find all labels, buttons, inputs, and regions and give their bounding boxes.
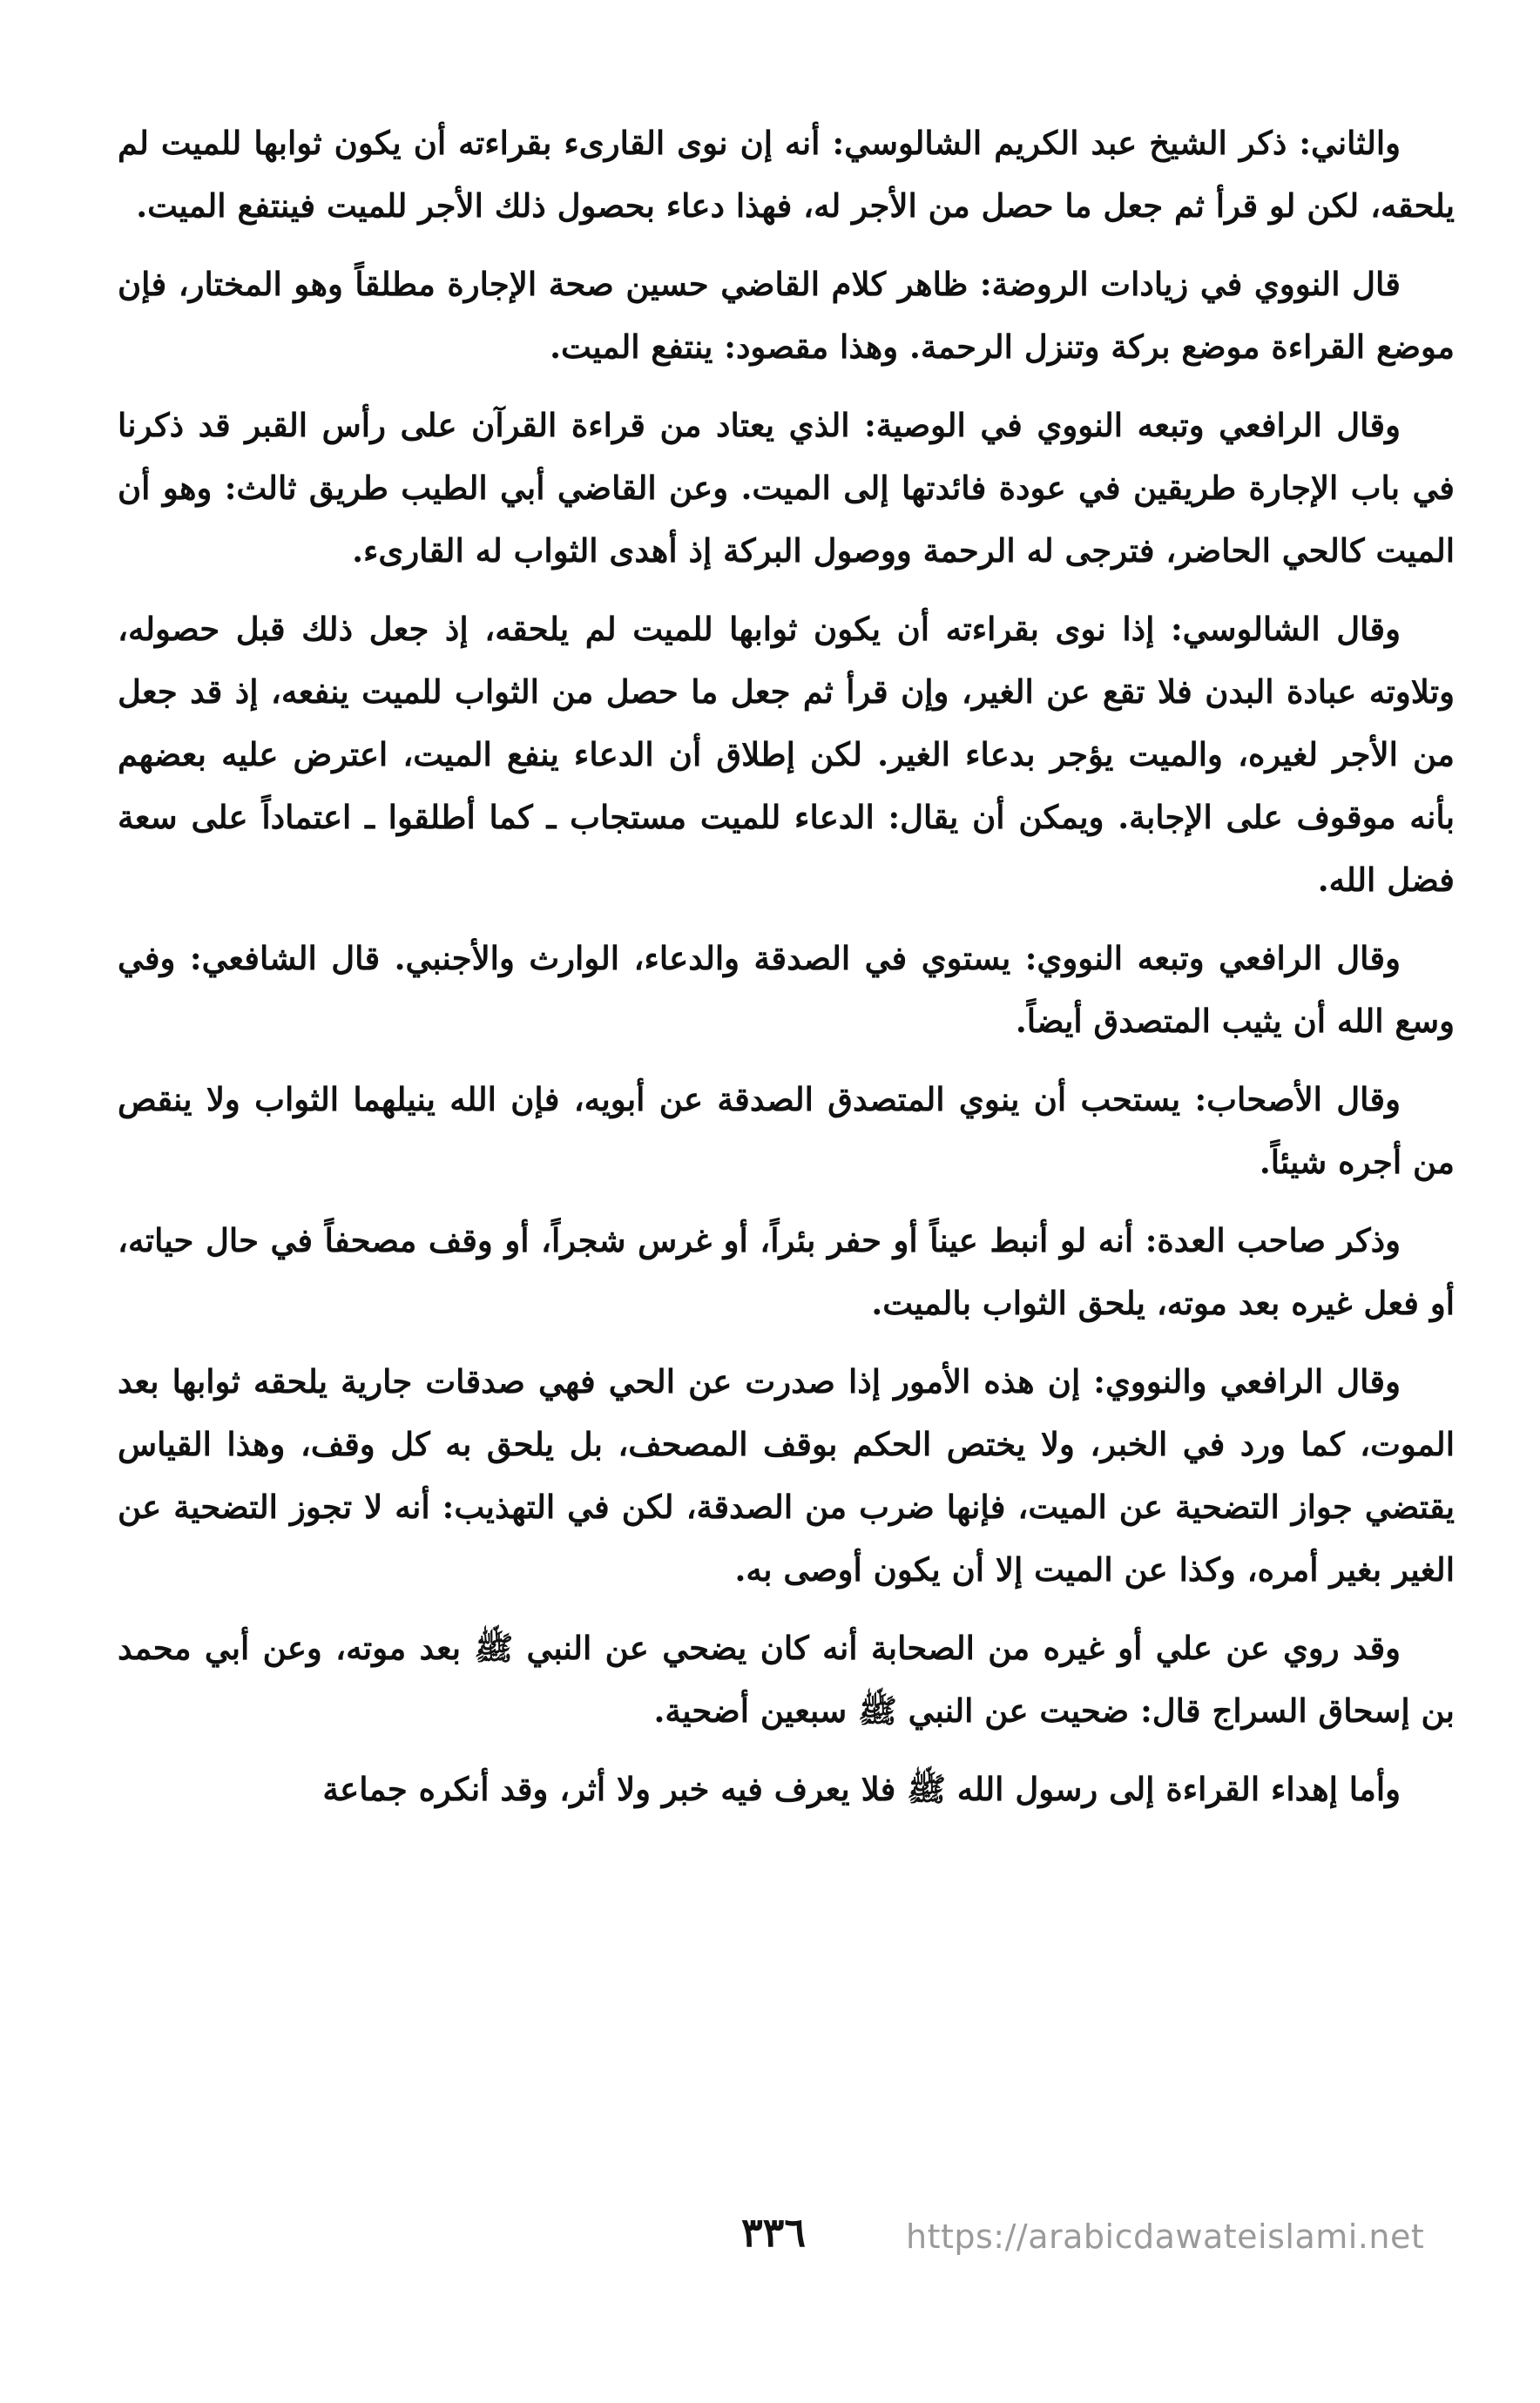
paragraph-2: قال النووي في زيادات الروضة: ظاهر كلام القاضي حسين صحة الإجارة مطلقاً وهو المختار، فإن موضع القراءة موضع بركة وتنزل الرحمة. وهذا مقصود: ينتفع الميت. [118,265,1455,366]
watermark-url: https://arabicdawateislami.net [906,2217,1425,2256]
paragraph-9: وقد روي عن علي أو غيره من الصحابة أنه كان يضحي عن النبي ﷺ بعد موته، وعن أبي محمد بن إسحاق السراج قال: ضحيت عن النبي ﷺ سبعين أضحية. [118,1629,1455,1730]
paragraph-7: وذكر صاحب العدة: أنه لو أنبط عيناً أو حفر بئراً، أو غرس شجراً، أو وقف مصحفاً في حال حياته، أو فعل غيره بعد موته، يلحق الثواب بالميت. [118,1221,1455,1322]
paragraph-4: وقال الشالوسي: إذا نوى بقراءته أن يكون ثوابها للميت لم يلحقه، إذ جعل ذلك قبل حصوله، وتلاوته عبادة البدن فلا تقع عن الغير، وإن قرأ ثم جعل ما حصل من الثواب للميت ينفعه، إذ قد جعل من الأجر لغيره، والميت يؤجر بدعاء الغير. لكن إطلاق أن الدعاء ينفع الميت، اعترض عليه بعضهم بأنه موقوف على الإجابة. ويمكن أن يقال: الدعاء للميت مستجاب ـ كما أطلقوا ـ اعتماداً على سعة فضل الله. [118,610,1455,899]
paragraph-3: وقال الرافعي وتبعه النووي في الوصية: الذي يعتاد من قراءة القرآن على رأس القبر قد ذكرنا في باب الإجارة طريقين في عودة فائدتها إلى الميت. وعن القاضي أبي الطيب طريق ثالث: وهو أن الميت كالحي الحاضر، فترجى له الرحمة ووصول البركة إذ أهدى الثواب له القارىء. [118,406,1455,570]
paragraph-1: والثاني: ذكر الشيخ عبد الكريم الشالوسي: أنه إن نوى القارىء بقراءته أن يكون ثوابها للميت لم يلحقه، لكن لو قرأ ثم جعل ما حصل من الأجر له، فهذا دعاء بحصول ذلك الأجر للميت فينتفع الميت. [118,124,1455,225]
paragraph-10: وأما إهداء القراءة إلى رسول الله ﷺ فلا يعرف فيه خبر ولا أثر، وقد أنكره جماعة [322,1770,1401,1808]
paragraph-8: وقال الرافعي والنووي: إن هذه الأمور إذا صدرت عن الحي فهي صدقات جارية يلحقه ثوابها بعد الموت، كما ورد في الخبر، ولا يختص الحكم بوقف المصحف، بل يلحق به كل وقف، وهذا القياس يقتضي جواز التضحية عن الميت، فإنها ضرب من الصدقة، لكن في التهذيب: أنه لا تجوز التضحية عن الغير بغير أمره، وكذا عن الميت إلا أن يكون أوصى به. [118,1362,1455,1589]
paragraph-5: وقال الرافعي وتبعه النووي: يستوي في الصدقة والدعاء، الوارث والأجنبي. قال الشافعي: وفي وسع الله أن يثيب المتصدق أيضاً. [118,939,1455,1040]
body-text [118,111,1455,1836]
page-number: ٣٣٦ [740,2209,807,2256]
paragraph-6: وقال الأصحاب: يستحب أن ينوي المتصدق الصدقة عن أبويه، فإن الله ينيلهما الثواب ولا ينقص من أجره شيئاً. [118,1080,1455,1181]
